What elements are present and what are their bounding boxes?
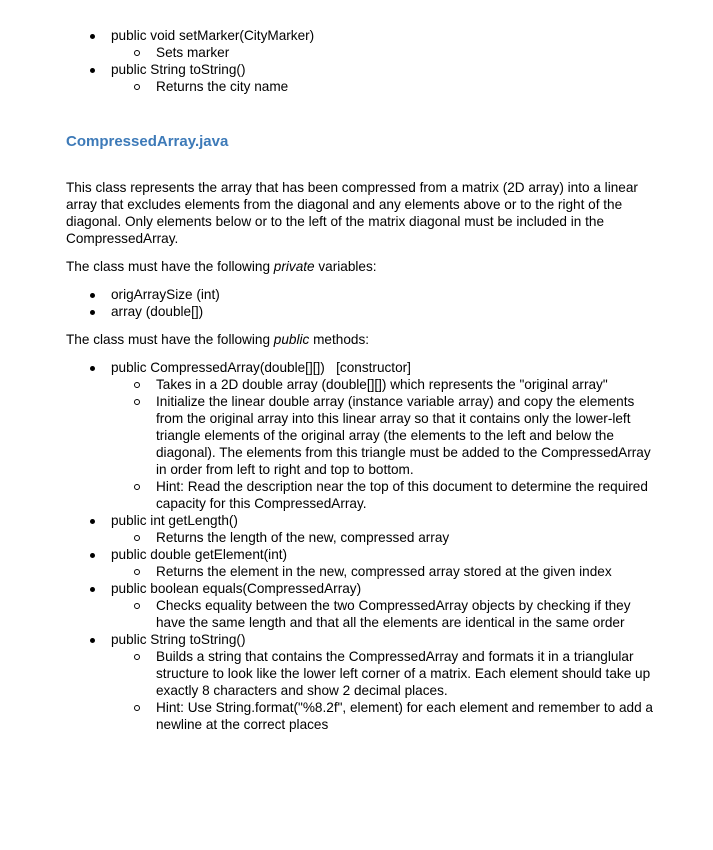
variable-text: array (double[]) xyxy=(111,304,204,319)
method-detail-text: Builds a string that contains the CompressedArray and formats it in a trianglular structure to look like the lower left corner of a matrix. Each element should take up exactly 8 characters and show 2 decimal places. xyxy=(156,649,651,698)
bullet-icon xyxy=(90,519,95,524)
method-detail xyxy=(111,563,656,580)
method-signature: public double getElement(int) xyxy=(111,547,288,562)
hollow-bullet-icon xyxy=(134,603,140,609)
method-detail xyxy=(111,393,656,478)
hollow-bullet-icon xyxy=(134,569,140,575)
method-detail xyxy=(111,78,666,95)
hollow-bullet-icon xyxy=(134,50,140,56)
bullet-icon xyxy=(90,310,95,315)
intro-text: methods: xyxy=(309,332,370,347)
method-detail-text: Returns the length of the new, compressed array xyxy=(156,530,450,545)
method-detail xyxy=(111,44,666,61)
method-item xyxy=(66,359,656,512)
method-detail-text: Takes in a 2D double array (double[][]) which represents the "original array" xyxy=(156,377,608,392)
bullet-icon xyxy=(90,587,95,592)
hollow-bullet-icon xyxy=(134,654,140,660)
bullet-icon xyxy=(90,34,95,39)
bullet-icon xyxy=(90,553,95,558)
method-item xyxy=(66,580,656,631)
intro-text: variables: xyxy=(314,259,377,274)
method-detail-text: Initialize the linear double array (instance variable array) and copy the elements from the original array into this linear array so that it contains only the lower-left triangle elements of the original array (the elements to the left and below the diagonal). The elements from this triangle must be added to the CompressedArray in order from left to right and top to bottom. xyxy=(156,394,651,477)
method-detail-text: Checks equality between the two CompressedArray objects by checking if they have the same length and that all the elements are identical in the same order xyxy=(156,598,631,630)
hollow-bullet-icon xyxy=(134,399,140,405)
method-signature: public String toString() xyxy=(111,632,246,647)
method-signature: public String toString() xyxy=(111,62,246,77)
variable-item xyxy=(66,303,666,320)
method-detail-text: Returns the city name xyxy=(156,79,289,94)
intro-emphasis: public xyxy=(273,332,310,347)
class-description: This class represents the array that has been compressed from a matrix (2D array) into a linear array that excludes elements from the diagonal and any elements above or to the right of the diagonal. Only elements below or to the left of the matrix diagonal must be included in the CompressedArray. xyxy=(66,180,638,246)
variables-intro xyxy=(66,258,656,275)
method-detail xyxy=(111,648,656,699)
hollow-bullet-icon xyxy=(134,535,140,541)
method-detail-text: Hint: Use String.format("%8.2f", element) for each element and remember to add a newline at the correct places xyxy=(156,700,653,732)
method-item xyxy=(66,61,666,95)
method-signature: public void setMarker(CityMarker) xyxy=(111,28,315,43)
method-detail xyxy=(111,597,656,631)
intro-text: The class must have the following xyxy=(66,259,274,274)
method-detail-list xyxy=(111,648,656,733)
section-title: CompressedArray.java xyxy=(66,133,229,150)
bullet-icon xyxy=(90,366,95,371)
method-item xyxy=(66,546,656,580)
intro-emphasis: private xyxy=(273,259,315,274)
bullet-icon xyxy=(90,293,95,298)
method-detail xyxy=(111,529,656,546)
method-item xyxy=(66,631,656,733)
method-detail-list xyxy=(111,44,666,61)
method-detail-list xyxy=(111,597,656,631)
hollow-bullet-icon xyxy=(134,382,140,388)
method-detail-list xyxy=(111,529,656,546)
variable-text: origArraySize (int) xyxy=(111,287,220,302)
method-detail-text: Sets marker xyxy=(156,45,230,60)
method-detail-list xyxy=(111,563,656,580)
bullet-icon xyxy=(90,68,95,73)
intro-text: The class must have the following xyxy=(66,332,274,347)
method-detail-text: Returns the element in the new, compressed array stored at the given index xyxy=(156,564,612,579)
method-item xyxy=(66,512,656,546)
method-detail xyxy=(111,376,656,393)
method-detail-list xyxy=(111,78,666,95)
method-list xyxy=(66,359,656,733)
top-method-list xyxy=(66,27,666,95)
method-detail-text: Hint: Read the description near the top of this document to determine the required capacity for this CompressedArray. xyxy=(156,479,648,511)
method-signature: public int getLength() xyxy=(111,513,238,528)
variable-item xyxy=(66,286,666,303)
bullet-icon xyxy=(90,638,95,643)
variable-list xyxy=(66,286,666,320)
methods-intro xyxy=(66,331,656,348)
hollow-bullet-icon xyxy=(134,705,140,711)
method-detail-list xyxy=(111,376,656,512)
method-item xyxy=(66,27,666,61)
method-detail xyxy=(111,699,656,733)
method-signature: public boolean equals(CompressedArray) xyxy=(111,581,362,596)
method-detail xyxy=(111,478,656,512)
method-signature: public CompressedArray(double[][]) [constructor] xyxy=(111,360,411,375)
hollow-bullet-icon xyxy=(134,84,140,90)
hollow-bullet-icon xyxy=(134,484,140,490)
